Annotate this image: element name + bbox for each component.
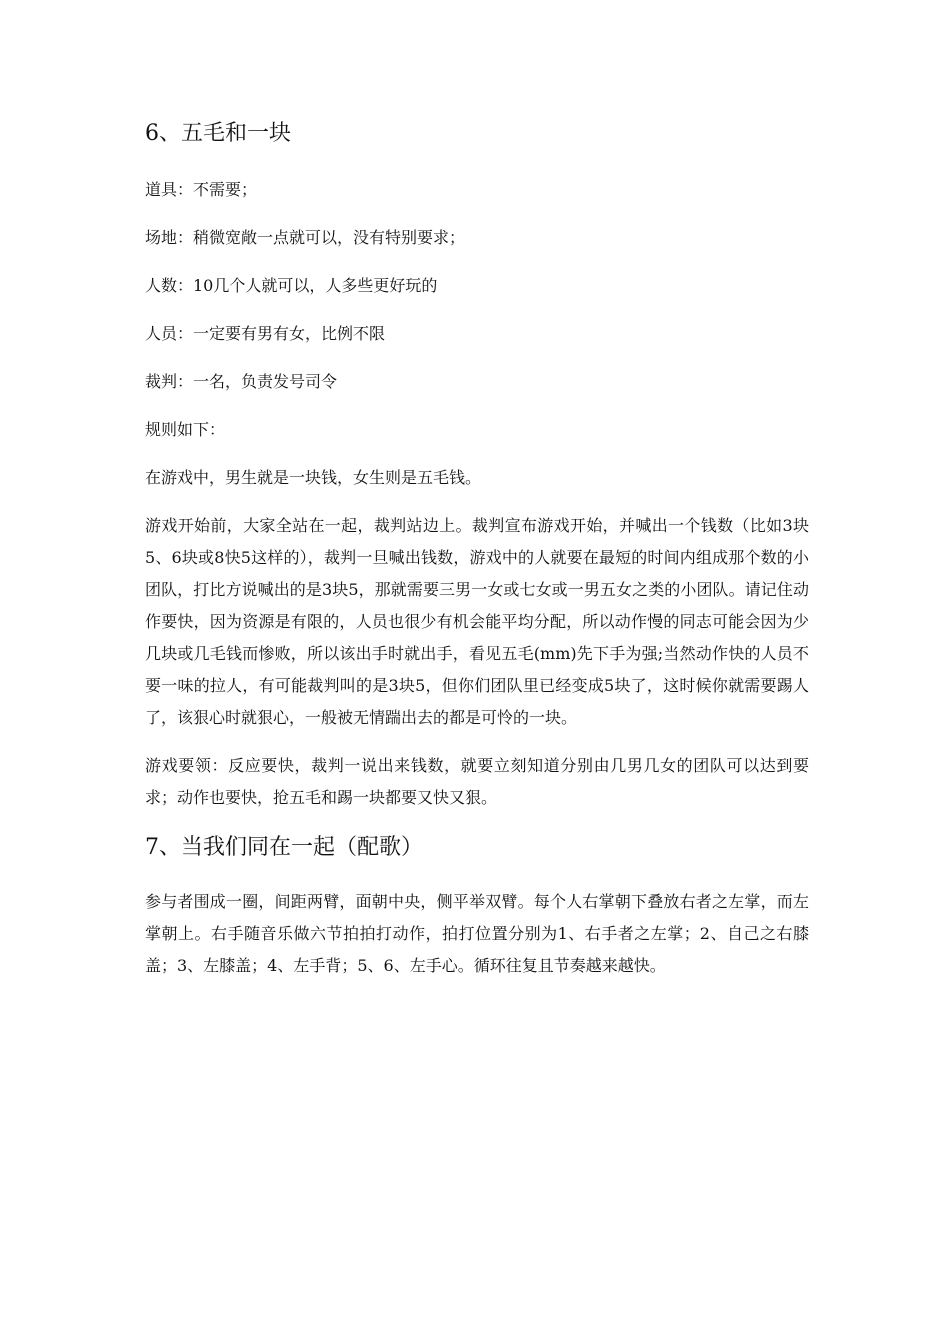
section-five-mao-one-kuai xyxy=(145,116,809,814)
document-content xyxy=(145,116,809,998)
instructions-paragraph: 参与者围成一圈，间距两臂，面朝中央，侧平举双臂。每个人右掌朝下叠放右者之左掌，而左掌朝上。右手随音乐做六节拍拍打动作，拍打位置分别为1、右手者之左掌；2、自己之右膝盖；3、左膝盖；4、左手背；5、6、左手心。循环往复且节奏越来越快。 xyxy=(145,892,809,975)
rules-heading: 规则如下： xyxy=(145,420,226,439)
tips-paragraph: 游戏要领：反应要快，裁判一说出来钱数，就要立刻知道分别由几男几女的团队可以达到要求；动作也要快，抢五毛和踢一块都要又快又狠。 xyxy=(145,756,809,807)
participants-line: 人员：一定要有男有女，比例不限 xyxy=(145,324,386,343)
venue-line: 场地：稍微宽敞一点就可以，没有特别要求； xyxy=(145,228,466,247)
section-title: 7、当我们同在一起（配歌） xyxy=(145,835,423,860)
headcount-line: 人数：10几个人就可以，人多些更好玩的 xyxy=(145,276,438,295)
section-title: 6、五毛和一块 xyxy=(145,121,291,146)
value-rule-paragraph: 在游戏中，男生就是一块钱，女生则是五毛钱。 xyxy=(145,468,482,487)
section-when-we-are-together xyxy=(145,830,809,982)
props-line: 道具：不需要； xyxy=(145,180,258,199)
referee-line: 裁判：一名，负责发号司令 xyxy=(145,372,338,391)
gameplay-paragraph: 游戏开始前，大家全站在一起，裁判站边上。裁判宣布游戏开始，并喊出一个钱数（比如3块5、6块或8快5这样的），裁判一旦喊出钱数，游戏中的人就要在最短的时间内组成那个数的小团队，打比方说喊出的是3块5，那就需要三男一女或七女或一男五女之类的小团队。请记住动作要快，因为资源是有限的，人员也很少有机会能平均分配，所以动作慢的同志可能会因为少几块或几毛钱而惨败，所以该出手时就出手，看见五毛(mm)先下手为强;当然动作快的人员不要一味的拉人，有可能裁判叫的是3块5，但你们团队里已经变成5块了，这时候你就需要踢人了，该狠心时就狠心，一般被无情踹出去的都是可怜的一块。 xyxy=(145,516,809,727)
